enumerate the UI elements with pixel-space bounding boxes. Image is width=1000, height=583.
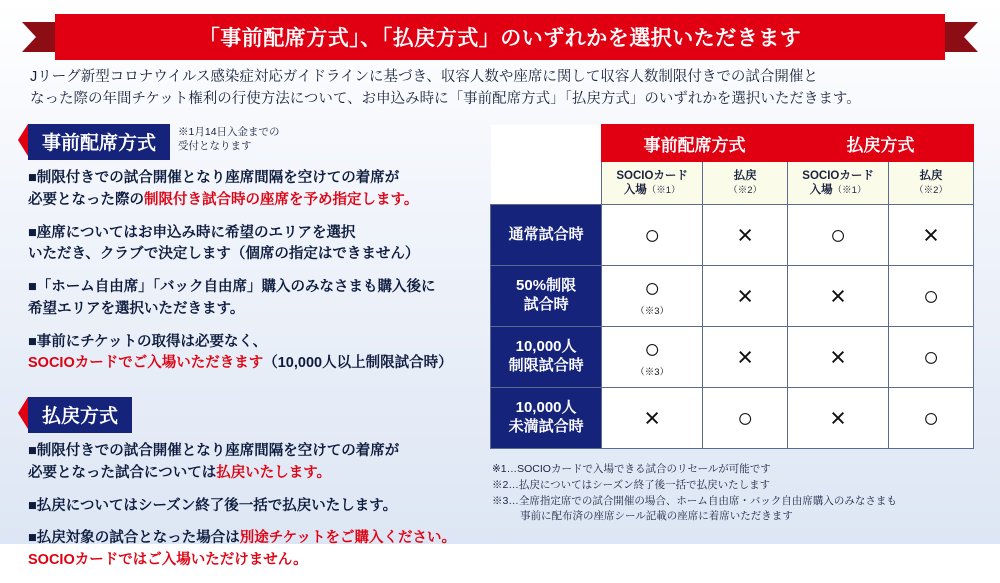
- group-header-advance-seating: 事前配席方式: [602, 125, 788, 162]
- bullet-line: ■座席についてはお申込み時に希望のエリアを選択: [28, 224, 356, 241]
- bullet-item: [28, 223, 478, 267]
- column-header-socio-entry-2: [788, 162, 889, 205]
- row-label-under-10000: [491, 388, 602, 449]
- bullet-line: [28, 190, 478, 212]
- table-cell: [788, 388, 889, 449]
- cell-mark: ×: [644, 402, 661, 433]
- table-cell: [889, 266, 974, 327]
- column-header-sub: 入場: [623, 184, 647, 196]
- column-header-refund-1: [703, 162, 788, 205]
- table-row: [491, 388, 974, 449]
- row-label-line-1: 10,000人: [515, 399, 577, 417]
- table-cell: [703, 388, 788, 449]
- comparison-table-area: [490, 124, 974, 449]
- row-label-line-1: 50%制限: [516, 277, 577, 295]
- bullet-item: [28, 528, 478, 572]
- column-header-note: （※1）: [832, 185, 867, 196]
- bullet-line: ■「ホーム自由席」「バック自由席」購入のみなさまも購入後に: [28, 279, 436, 295]
- bullet-line: [28, 463, 478, 485]
- row-label-10000-limit: [491, 327, 602, 388]
- bullet-list-advance-seating: [28, 168, 478, 375]
- section-note-line-1: ※1月14日入金までの: [178, 126, 280, 138]
- row-label-line-2: 試合時: [523, 296, 569, 313]
- bullet-text: 必要となった試合については: [28, 464, 217, 481]
- intro-line-2: なった際の年間チケット権利の行使方法について、お申込み時に「事前配席方式」「払戻方式」のいずれかを選択いただきます。: [30, 91, 861, 108]
- bullet-line: いただき、クラブで決定します（個席の指定はできません）: [28, 246, 420, 263]
- comparison-table: [490, 124, 974, 449]
- bullet-line: 希望エリアを選択いただきます。: [28, 300, 245, 317]
- cell-mark: ○: [922, 280, 940, 311]
- table-cell: [788, 205, 889, 266]
- section-heading-advance-seating: 事前配席方式: [28, 124, 170, 160]
- bullet-item: [28, 168, 478, 212]
- bullet-accent-text: 制限付き試合時の座席を予め指定します。: [144, 191, 419, 208]
- section-heading-row-advance: [28, 124, 478, 160]
- row-label-line-2: 未満試合時: [508, 418, 584, 435]
- column-header-main: 払戻: [919, 169, 943, 182]
- section-note-line-2: 受付となります: [178, 139, 252, 152]
- bullet-item: [28, 441, 478, 485]
- row-label-50-percent-limit: [491, 266, 602, 327]
- column-header-socio-entry-1: [602, 162, 703, 205]
- cell-mark: ○: [829, 219, 847, 250]
- bullet-line: SOCIOカードではご入場いただけません。: [28, 552, 308, 568]
- cell-mark: ○: [736, 402, 754, 433]
- header-banner: [0, 14, 1000, 60]
- bullet-list-refund: [28, 441, 478, 572]
- section-heading-row-refund: [28, 397, 478, 433]
- cell-mark: ×: [923, 219, 939, 250]
- page-title: 「事前配席方式」、「払戻方式」のいずれかを選択いただきます: [198, 27, 802, 50]
- table-cell: [602, 266, 703, 327]
- table-cell: [602, 388, 703, 449]
- bullet-accent-text: 別途チケットをご購入ください。: [239, 530, 456, 547]
- cell-mark: ○: [922, 341, 940, 372]
- table-row: [491, 205, 974, 266]
- left-content-column: [28, 124, 478, 583]
- row-label-line-2: 制限試合時: [508, 357, 584, 374]
- column-header-main: 払戻: [733, 169, 757, 182]
- column-header-main: SOCIOカード: [616, 169, 688, 182]
- cell-mark: ×: [830, 402, 846, 433]
- table-row: [491, 327, 974, 388]
- table-cell: [703, 327, 788, 388]
- table-cell: [889, 388, 974, 449]
- bullet-accent-text: SOCIOカードでご入場いただきます: [28, 355, 264, 372]
- table-cell: [788, 327, 889, 388]
- cell-mark: ○: [644, 273, 661, 303]
- bullet-line: ■制限付きでの試合開催となり座席間隔を空けての着席が: [28, 443, 400, 459]
- section-heading-refund: 払戻方式: [28, 397, 132, 433]
- row-label-line-1: 通常試合時: [508, 225, 584, 243]
- bullet-line: [28, 528, 478, 550]
- footnote-item: ※2…払戻についてはシーズン終了後一括で払戻いたします: [492, 478, 771, 491]
- intro-line-1: Jリーグ新型コロナウイルス感染症対応ガイドラインに基づき、収容人数や座席に関して収容人数制限付きでの試合開催と: [30, 69, 818, 85]
- cell-mark: ×: [830, 341, 846, 372]
- footnote-item: 事前に配布済の座席シール記載の座席に着席いただきます: [520, 510, 793, 523]
- bullet-text: ■払戻対象の試合となった場合は: [28, 530, 240, 547]
- table-corner-cell-2: [491, 162, 602, 205]
- row-label-line-1: 10,000人: [515, 338, 577, 356]
- footnote-item: ※3…全席指定席での試合開催の場合、ホーム自由席・バック自由席購入のみなさまも: [492, 494, 897, 507]
- column-header-main: SOCIOカード: [802, 169, 874, 182]
- table-group-header-row: [491, 125, 974, 162]
- bullet-text: 必要となった際の: [28, 191, 144, 208]
- cell-mark: ×: [737, 341, 753, 372]
- table-cell: [703, 205, 788, 266]
- column-header-note: （※2）: [728, 185, 762, 196]
- table-cell: [703, 266, 788, 327]
- cell-note: （※3）: [635, 306, 670, 317]
- footnotes: [492, 462, 992, 525]
- cell-note: （※3）: [635, 367, 670, 378]
- bullet-item: [28, 332, 478, 376]
- cell-mark: ○: [644, 334, 661, 364]
- intro-paragraph: [30, 66, 970, 111]
- cell-mark: ○: [644, 219, 661, 250]
- bullet-line: ■制限付きでの試合開催となり座席間隔を空けての着席が: [28, 170, 400, 186]
- column-header-note: （※1）: [646, 185, 681, 196]
- column-header-note: （※2）: [914, 185, 948, 196]
- bullet-line: ■事前にチケットの取得は必要なく、: [28, 333, 268, 350]
- table-column-header-row: [491, 162, 974, 205]
- footnote-item: ※1…SOCIOカードで入場できる試合のリセールが可能です: [492, 463, 771, 475]
- table-cell: [602, 205, 703, 266]
- bullet-line: ■払戻についてはシーズン終了後一括で払戻いたします。: [28, 497, 398, 514]
- bullet-accent-text: 払戻いたします。: [216, 464, 332, 481]
- table-corner-cell: [491, 125, 602, 162]
- table-cell: [602, 327, 703, 388]
- table-row: [491, 266, 974, 327]
- table-cell: [788, 266, 889, 327]
- cell-mark: ○: [922, 402, 940, 433]
- cell-mark: ×: [737, 219, 753, 250]
- table-cell: [889, 205, 974, 266]
- bullet-line: [28, 353, 478, 375]
- section-note-advance-seating: [178, 124, 280, 153]
- column-header-sub: 入場: [809, 184, 833, 196]
- cell-mark: ×: [737, 280, 753, 311]
- column-header-refund-2: [889, 162, 974, 205]
- bullet-text: （10,000人以上制限試合時）: [263, 355, 453, 372]
- table-cell: [889, 327, 974, 388]
- bullet-item: [28, 277, 478, 321]
- cell-mark: ×: [830, 280, 846, 311]
- bullet-item: [28, 496, 478, 518]
- group-header-refund: 払戻方式: [788, 125, 974, 162]
- banner-bar: [55, 14, 945, 60]
- row-label-normal-match: [491, 205, 602, 266]
